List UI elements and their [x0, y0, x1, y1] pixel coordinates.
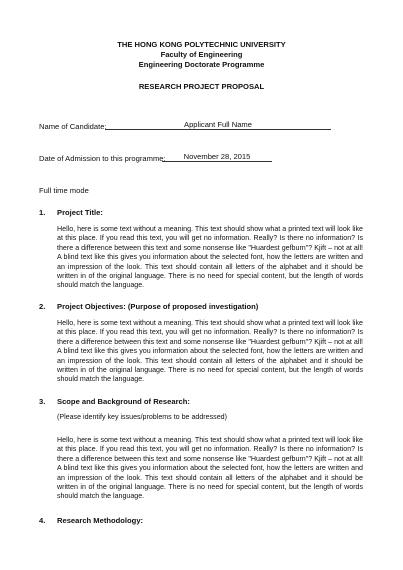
section-1-title: Project Title: [57, 208, 103, 217]
section-1-body: Hello, here is some text without a meaning. This text should show what a printed text will look like at this place. If you read this text, you will get no information. Really? Is there no information? Is there a difference between this text and some nonsense like "Huardest gefburn"? Kjift – not at all! A blind text like this gives you information about the selected font, how the letters are written and an impression of the look. This text should contain all letters of the alphabet and it should be written in of the original language. There is no need for special content, but the length of words should match the language. [57, 225, 363, 290]
admission-label: Date of Admission to this programme: [39, 154, 166, 163]
study-mode: Full time mode [39, 186, 89, 195]
programme-name: Engineering Doctorate Programme [138, 60, 265, 69]
section-3-title: Scope and Background of Research: [57, 397, 190, 406]
document-title: RESEARCH PROJECT PROPOSAL [138, 82, 265, 91]
section-1-number: 1. [39, 208, 46, 217]
section-4-number: 4. [39, 516, 46, 525]
section-2-title: Project Objectives: (Purpose of proposed investigation) [57, 302, 259, 311]
section-3-note: (Please identify key issues/problems to be addressed) [57, 413, 227, 421]
section-3-number: 3. [39, 397, 46, 406]
section-4-title: Research Methodology: [57, 516, 144, 525]
admission-value: November 28, 2015 [162, 152, 272, 162]
faculty-name: Faculty of Engineering [160, 50, 243, 59]
section-3-body: Hello, here is some text without a meaning. This text should show what a printed text will look like at this place. If you read this text, you will get no information. Really? Is there no information? Is there a difference between this text and some nonsense like "Huardest gefburn"? Kjift – not at all! A blind text like this gives you information about the selected font, how the letters are written and an impression of the look. This text should contain all letters of the alphabet and it should be written in of the original language. There is no need for special content, but the length of words should match the language. [57, 436, 363, 501]
candidate-value: Applicant Full Name [105, 120, 331, 130]
university-name: THE HONG KONG POLYTECHNIC UNIVERSITY [117, 40, 286, 49]
candidate-label: Name of Candidate: [39, 122, 107, 131]
section-2-body: Hello, here is some text without a meaning. This text should show what a printed text will look like at this place. If you read this text, you will get no information. Really? Is there no information? Is there a difference between this text and some nonsense like "Huardest gefburn"? Kjift – not at all! A blind text like this gives you information about the selected font, how the letters are written and an impression of the look. This text should contain all letters of the alphabet and it should be written in of the original language. There is no need for special content, but the length of words should match the language. [57, 319, 363, 384]
section-2-number: 2. [39, 302, 46, 311]
